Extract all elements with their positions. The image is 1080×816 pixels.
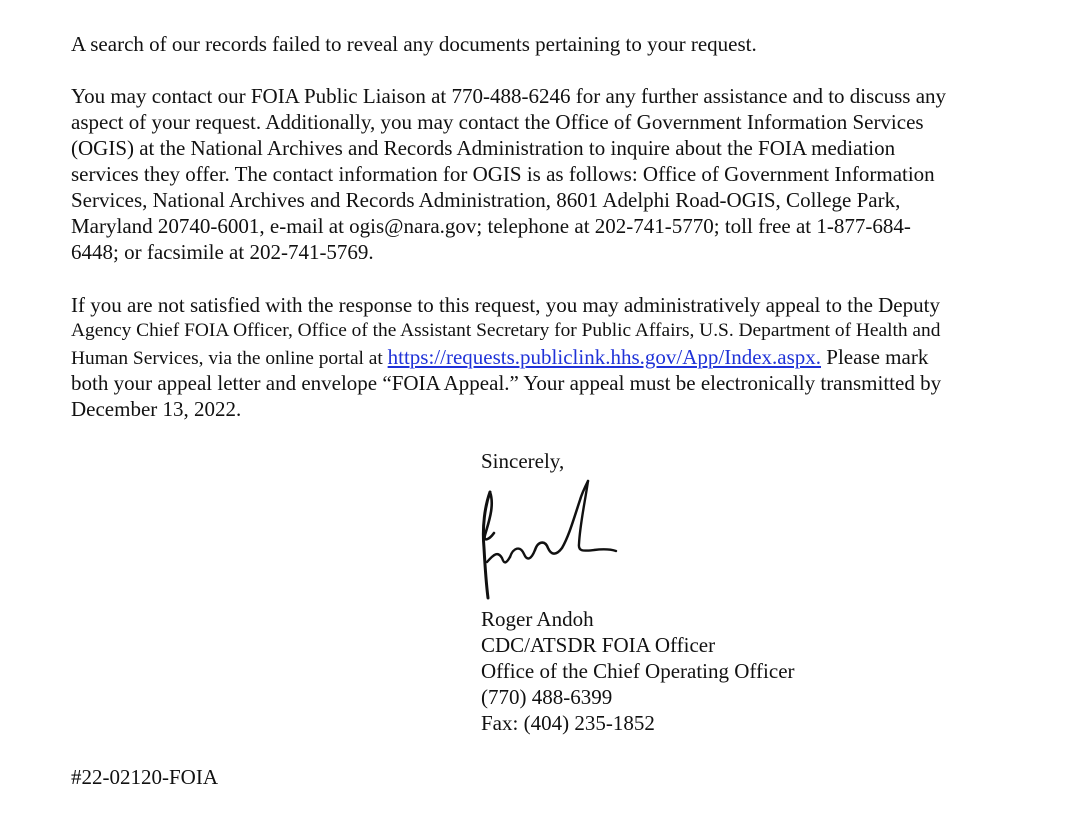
records-search-paragraph [71, 31, 757, 57]
paragraph-text: Please mark [821, 345, 929, 369]
paragraph-line: You may contact our FOIA Public Liaison at 770-488-6246 for any further assistance and to discuss any [71, 84, 947, 108]
appeal-paragraph [71, 292, 941, 422]
paragraph-line: Agency Chief FOIA Officer, Office of the Assistant Secretary for Public Affairs, U.S. Department of Health and [71, 320, 941, 341]
paragraph-line: December 13, 2022. [71, 397, 242, 421]
paragraph-line: A search of our records failed to reveal any documents pertaining to your request. [71, 32, 757, 56]
signer-fax: Fax: (404) 235-1852 [481, 711, 655, 735]
paragraph-line: Services, National Archives and Records Administration, 8601 Adelphi Road-OGIS, College Park, [71, 188, 901, 212]
signer-name: Roger Andoh [481, 607, 594, 631]
signer-title: CDC/ATSDR FOIA Officer [481, 633, 716, 657]
signature-block [481, 606, 795, 736]
closing-salutation: Sincerely, [481, 449, 565, 473]
foia-liaison-paragraph [71, 83, 946, 265]
paragraph-line: 6448; or facsimile at 202-741-5769. [71, 240, 374, 264]
paragraph-text: Human Services, via the online portal at [71, 348, 388, 369]
paragraph-line-with-link [71, 344, 941, 370]
paragraph-line: both your appeal letter and envelope “FOIA Appeal.” Your appeal must be electronically transmitted by [71, 371, 942, 395]
paragraph-line: (OGIS) at the National Archives and Records Administration to inquire about the FOIA mediation [71, 136, 896, 160]
handwritten-signature [476, 478, 621, 600]
paragraph-line: If you are not satisfied with the response to this request, you may administratively appeal to the Deputy [71, 293, 940, 317]
paragraph-line: Maryland 20740-6001, e-mail at ogis@nara.gov; telephone at 202-741-5770; toll free at 1-877-684- [71, 214, 911, 238]
signer-office: Office of the Chief Operating Officer [481, 659, 795, 683]
signer-phone: (770) 488-6399 [481, 685, 613, 709]
paragraph-line: services they offer. The contact information for OGIS is as follows: Office of Government Information [71, 162, 935, 186]
appeal-portal-link[interactable]: https://requests.publiclink.hhs.gov/App/Index.aspx. [387, 345, 822, 369]
request-reference-number: #22-02120-FOIA [71, 765, 218, 789]
paragraph-line: aspect of your request. Additionally, you may contact the Office of Government Information Services [71, 110, 924, 134]
